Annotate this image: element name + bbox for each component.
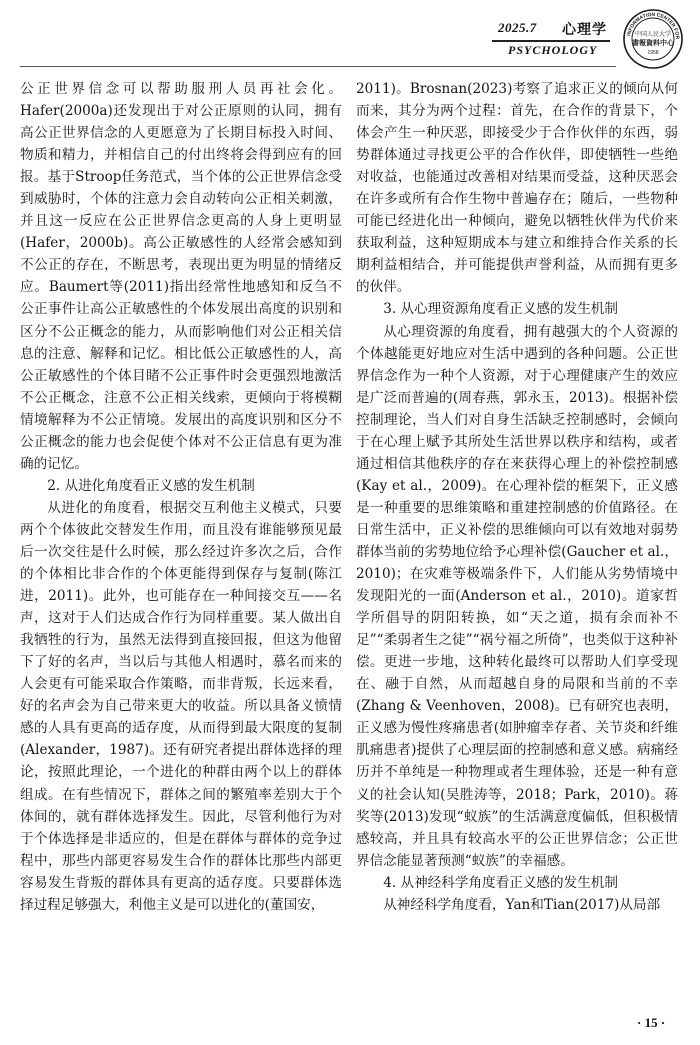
page-header — [0, 0, 700, 70]
svg-text:1958: 1958 — [647, 50, 659, 56]
section-heading: 2. 从进化角度看正义感的发生机制 — [47, 477, 255, 494]
section-heading: 3. 从心理资源角度看正义感的发生机制 — [383, 301, 618, 318]
body-paragraph: 从神经科学角度看，Yan和Tian(2017)从局部 — [383, 896, 661, 913]
header-rule — [492, 40, 610, 42]
svg-text:INFORMATION CENTER FOR SOCIAL: INFORMATION CENTER FOR — [626, 11, 681, 40]
right-column — [356, 78, 678, 916]
svg-text:中国人民大学: 中国人民大学 — [634, 31, 672, 38]
left-column — [20, 78, 342, 916]
issue-number: 2025.7 — [498, 20, 537, 35]
header-divider — [20, 66, 616, 67]
journal-title-cn: 心理学 — [562, 22, 607, 38]
section-heading: 4. 从神经科学角度看正义感的发生机制 — [383, 874, 618, 891]
body-paragraph: 2011)。Brosnan(2023)考察了追求正义的倾向从何而来，其分为两个过程：首先，在合作的背景下，个体会产生一种厌恶，即接受少于合作伙伴的东西，弱势群体通过寻找更公平的合作伙伴，即使牺牲一些绝对收益，也能通过改善相对结果而受益，这种厌恶会在许多或所有合作生物中普遍存在；随后，一些物种可能已经进化出一种倾向，避免以牺牲伙伴为代价来获取利益，这种短期成本与建立和维持合作关系的长期利益相结合，并可能提供声誉利益，从而拥有更多的伙伴。 — [356, 81, 678, 296]
body-paragraph: 公正世界信念可以帮助服刑人员再社会化。Hafer(2000a)还发现出于对公正原则的认同，拥有高公正世界信念的人更愿意为了长期目标投入时间、物质和精力，并相信自己的付出终将会得到应有的回报。基于Stroop任务范式，当个体的公正世界信念受到威胁时，个体的注意力会自动转向公正相关刺激，并且这一反应在公正世界信念更高的人身上更明显(Hafer，2000b)。高公正敏感性的人经常会感知到不公正的存在，不断思考，表现出更为明显的情绪反应。Baumert等(2011)指出经常性地感知和反刍不公正事件让高公正敏感性的个体发展出高度的识别和区分不公正概念的能力，从而影响他们对公正相关信息的注意、解释和记忆。相比低公正敏感性的人，高公正敏感性的个体目睹不公正事件时会更强烈地激活不公正概念，注意不公正相关线索，更倾向于将模糊情境解释为不公正情境。发展出的高度识别和区分不公正概念的能力也会促使个体对不公正信息有更为准确的记忆。 — [20, 81, 342, 472]
page-number: · 15 · — [637, 1015, 666, 1030]
journal-title-en: PSYCHOLOGY — [508, 43, 598, 57]
body-paragraph: 从进化的角度看，根据交互利他主义模式，只要两个个体彼此交替发生作用，而且没有谁能够预见最后一次交往是什么时候，那么经过许多次之后，合作的个体相比非合作的个体更能得到保存与复制(陈江进，2011)。此外，也可能存在一种间接交互——名声，这对于人们达成合作行为同样重要。某人做出自我牺牲的行为，虽然无法得到直接回报，但这为他留下了好的名声，当以后与其他人相遇时，慕名而来的人会更有可能采取合作策略，而非背叛，长远来看，好的名声会为自己带来更大的收益。所以具备义愤情感的人具有更高的适存度，从而得到最大限度的复制(Alexander，1987)。还有研究者提出群体选择的理论，按照此理论，一个进化的种群由两个以上的群体组成。在有些情况下，群体之间的繁殖率差别大于个体间的，就有群体选择发生。因此，尽管利他行为对于个体选择是非适应的，但是在群体与群体的竞争过程中，那些内部更容易发生合作的群体比那些内部更容易发生背叛的群体具有更高的适存度。只要群体选择过程足够强大，利他主义是可以进化的(董国安， — [20, 499, 342, 913]
seal-logo-icon — [622, 8, 684, 70]
svg-text:書報資料中心: 書報資料中心 — [632, 39, 674, 47]
body-paragraph: 从心理资源的角度看，拥有越强大的个人资源的个体越能更好地应对生活中遇到的各种问题。公正世界信念作为一种个人资源，对于心理健康产生的效应是广泛而普遍的(周春燕，郭永玉，2013)。根据补偿控制理论，当人们对自身生活缺乏控制感时，会倾向于在心理上赋予其所处生活世界以秩序和结构，或者通过相信其他秩序的存在来获得心理上的补偿控制感(Kay et al.，2009)。在心理补偿的框架下，正义感是一种重要的思维策略和重建控制感的价值路径。在日常生活中，正义补偿的思维倾向可以有效地对弱势群体当前的劣势地位给予心理补偿(Gaucher et al.，2010)；在灾难等极端条件下，人们能从劣势情境中发现阳光的一面(Anderson et al.，2010)。道家哲学所倡导的阴阳转换，如“天之道，损有余而补不足”“柔弱者生之徒”“祸兮福之所倚”，也类似于这种补偿。更进一步地，这种转化最终可以帮助人们享受现在、融于自然，从而超越自身的局限和当前的不幸(Zhang & Veenhoven，2008)。已有研究也表明，正义感为慢性疼痛患者(如肿瘤幸存者、关节炎和纤维肌痛患者)提供了心理层面的控制感和意义感。病痛经历并不单纯是一种物理或者生理体验，还是一种有意义的社会认知(吴胜涛等，2018；Park，2010)。蒋奖等(2013)发现“蚁族”的生活满意度偏低，但积极情感较高，并且具有较高水平的公正世界信念；公正世界信念能显著预测“蚁族”的幸福感。 — [356, 323, 678, 869]
